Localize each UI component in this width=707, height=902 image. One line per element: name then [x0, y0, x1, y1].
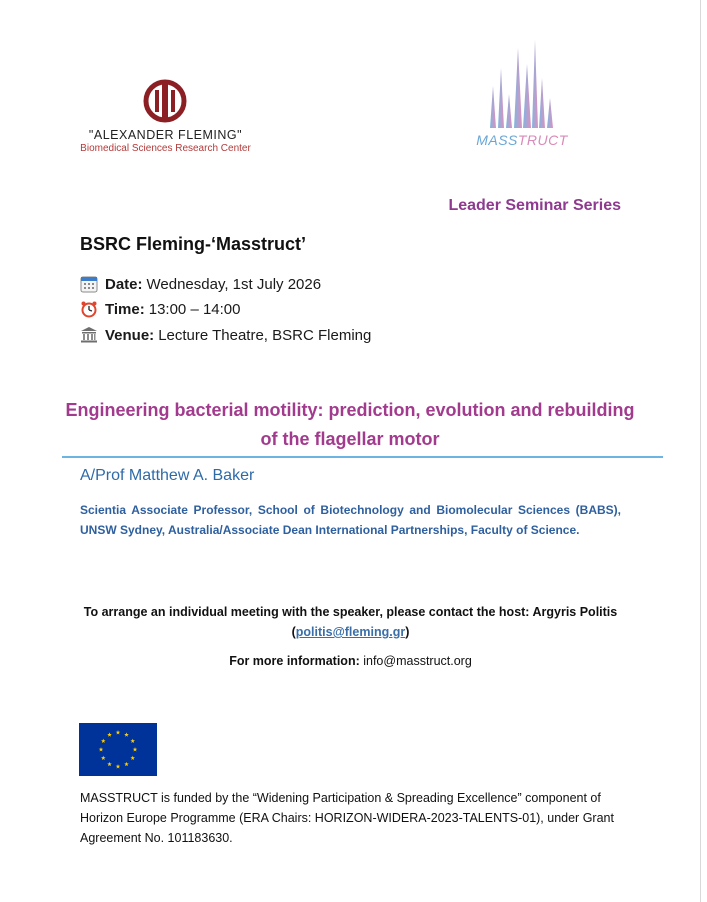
masstruct-wordmark: [472, 132, 572, 148]
venue-row: [80, 326, 371, 344]
date-value: Wednesday, 1st July 2026: [146, 275, 322, 293]
speaker-name: A/Prof Matthew A. Baker: [80, 467, 255, 484]
eu-flag-icon: [79, 723, 157, 776]
venue-value: Lecture Theatre, BSRC Fleming: [158, 326, 372, 344]
contact-text: To arrange an individual meeting with the speaker, please contact the host: Argyris Politis (: [83, 605, 618, 639]
date-row: [80, 275, 321, 293]
masstruct-spikes-icon: [472, 38, 572, 130]
event-title: BSRC Fleming-‘Masstruct’: [80, 234, 307, 254]
title-divider: [62, 456, 663, 458]
contact-note: [80, 602, 621, 642]
masstruct-word-part2: TRUCT: [517, 132, 568, 148]
page-edge: [700, 0, 701, 902]
seminar-series-label: Leader Seminar Series: [448, 197, 621, 214]
calendar-icon: [80, 275, 98, 293]
alarm-clock-icon: [80, 300, 98, 318]
fleming-logo: [78, 78, 253, 160]
funding-statement: MASSTRUCT is funded by the “Widening Participation & Spreading Excellence” component of Horizon Europe Programme (ERA Chairs: HORIZON-WIDERA-2023-TALENTS-01), under Grant Agreement No. 101183630.: [80, 791, 614, 845]
fleming-emblem-icon: [142, 78, 188, 124]
time-value: 13:00 – 14:00: [148, 300, 241, 318]
fleming-subtitle: Biomedical Sciences Research Center: [80, 143, 251, 154]
fleming-name: "ALEXANDER FLEMING": [88, 128, 243, 142]
date-label: Date:: [105, 275, 143, 293]
masstruct-logo: [472, 38, 572, 153]
classical-building-icon: [80, 326, 98, 344]
masstruct-word-part1: MASS: [476, 132, 518, 148]
host-email-link[interactable]: politis@fleming.gr: [295, 625, 406, 639]
contact-close: ): [405, 625, 410, 639]
speaker-affiliation: Scientia Associate Professor, School of Biotechnology and Biomolecular Sciences (BABS), UNSW Sydney, Australia/Associate Dean International Partnerships, Faculty of Science.: [80, 503, 621, 537]
venue-label: Venue:: [105, 326, 155, 344]
more-info-label: For more information:: [229, 654, 360, 668]
more-info: [80, 654, 621, 668]
time-row: [80, 300, 241, 318]
more-info-email[interactable]: info@masstruct.org: [363, 654, 472, 668]
time-label: Time:: [105, 300, 145, 318]
talk-title: Engineering bacterial motility: prediction, evolution and rebuilding of the flagellar motor: [65, 400, 635, 449]
